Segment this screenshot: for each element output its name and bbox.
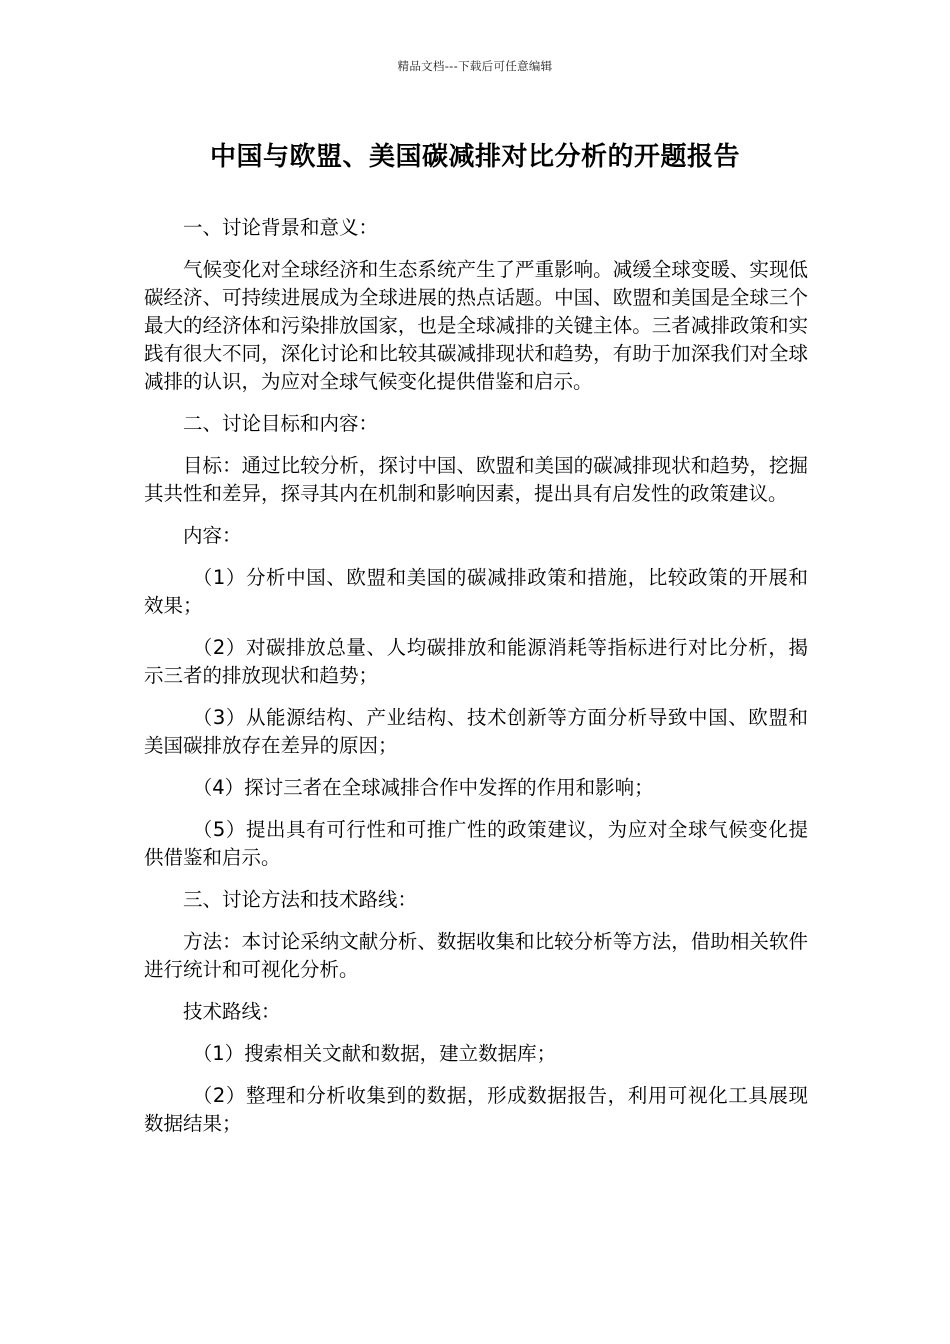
paragraph-methods: 方法：本讨论采纳文献分析、数据收集和比较分析等方法，借助相关软件进行统计和可视化分析。 (144, 930, 808, 981)
list-item-route-2: （2）整理和分析收集到的数据，形成数据报告，利用可视化工具展现数据结果； (144, 1084, 808, 1135)
list-item-content-1: （1）分析中国、欧盟和美国的碳减排政策和措施，比较政策的开展和效果； (144, 566, 808, 617)
list-item-content-2: （2）对碳排放总量、人均碳排放和能源消耗等指标进行对比分析，揭示三者的排放现状和趋势； (144, 636, 808, 687)
paragraph-objective: 目标：通过比较分析，探讨中国、欧盟和美国的碳减排现状和趋势，挖掘其共性和差异，探寻其内在机制和影响因素，提出具有启发性的政策建议。 (144, 454, 808, 505)
section-heading-methods: 三、讨论方法和技术路线： (183, 888, 418, 911)
list-item-content-4: （4）探讨三者在全球减排合作中发挥的作用和影响； (192, 776, 654, 799)
document-body (144, 214, 808, 1152)
section-heading-objectives: 二、讨论目标和内容： (183, 412, 379, 435)
list-item-content-3: （3）从能源结构、产业结构、技术创新等方面分析导致中国、欧盟和美国碳排放存在差异的原因； (144, 706, 808, 757)
header-note: 精品文档---下载后可任意编辑 (397, 59, 553, 73)
section-heading-background: 一、讨论背景和意义： (183, 216, 379, 239)
paragraph-content-label: 内容： (183, 524, 242, 547)
document-title: 中国与欧盟、美国碳减排对比分析的开题报告 (209, 142, 740, 172)
paragraph-background: 气候变化对全球经济和生态系统产生了严重影响。减缓全球变暖、实现低碳经济、可持续进展成为全球进展的热点话题。中国、欧盟和美国是全球三个最大的经济体和污染排放国家，也是全球减排的关键主体。三者减排政策和实践有很大不同，深化讨论和比较其碳减排现状和趋势，有助于加深我们对全球减排的认识，为应对全球气候变化提供借鉴和启示。 (144, 258, 808, 393)
list-item-route-1: （1）搜索相关文献和数据，建立数据库； (192, 1042, 557, 1065)
list-item-content-5: （5）提出具有可行性和可推广性的政策建议，为应对全球气候变化提供借鉴和启示。 (144, 818, 808, 869)
paragraph-route-label: 技术路线： (183, 1000, 281, 1023)
